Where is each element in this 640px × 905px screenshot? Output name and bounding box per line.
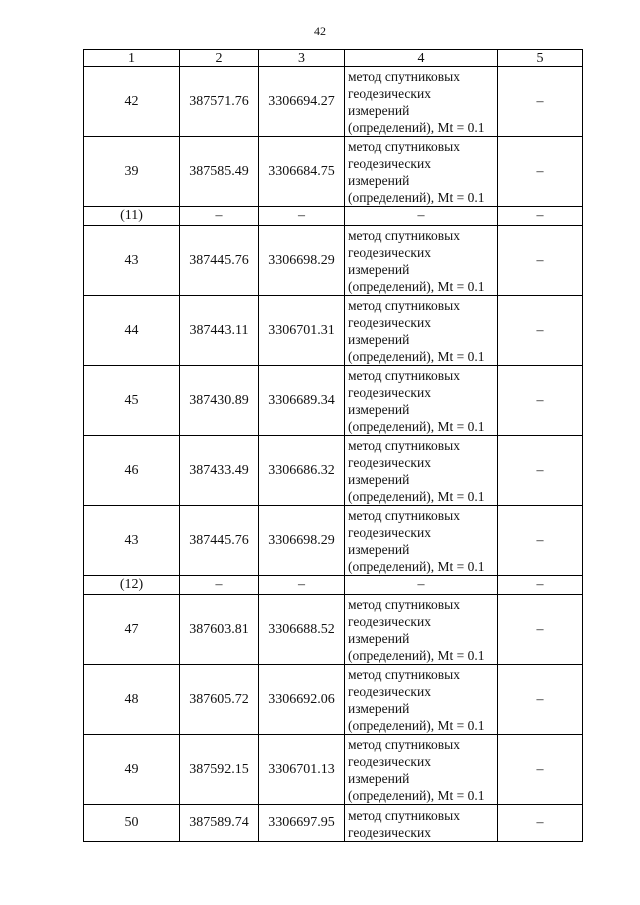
table-row [84, 137, 583, 207]
note-cell: – [498, 595, 583, 665]
y-coordinate-cell: 3306694.27 [259, 67, 345, 137]
point-number-cell: 42 [84, 67, 180, 137]
y-coordinate-cell: 3306697.95 [259, 805, 345, 842]
method-cell: метод спутниковых геодезических измерений (определений), Mt = 0.1 [345, 595, 498, 665]
note-cell: – [498, 207, 583, 226]
method-cell: – [345, 576, 498, 595]
x-coordinate-cell: 387445.76 [180, 506, 259, 576]
method-cell: метод спутниковых геодезических измерений (определений), Mt = 0.1 [345, 296, 498, 366]
point-number-cell: 39 [84, 137, 180, 207]
point-number-cell: (11) [84, 207, 180, 226]
table-row [84, 665, 583, 735]
header-cell-2: 2 [180, 50, 259, 67]
note-cell: – [498, 665, 583, 735]
method-cell: метод спутниковых геодезических измерений (определений), Mt = 0.1 [345, 506, 498, 576]
point-number-cell: 48 [84, 665, 180, 735]
x-coordinate-cell: 387443.11 [180, 296, 259, 366]
note-cell: – [498, 296, 583, 366]
note-cell: – [498, 436, 583, 506]
coordinates-table [83, 49, 583, 842]
note-cell: – [498, 366, 583, 436]
header-cell-5: 5 [498, 50, 583, 67]
point-number-cell: 50 [84, 805, 180, 842]
method-cell: метод спутниковых геодезических измерений (определений), Mt = 0.1 [345, 137, 498, 207]
table-row [84, 735, 583, 805]
x-coordinate-cell: 387430.89 [180, 366, 259, 436]
header-row [84, 50, 583, 67]
y-coordinate-cell: 3306692.06 [259, 665, 345, 735]
header-cell-1: 1 [84, 50, 180, 67]
x-coordinate-cell: 387585.49 [180, 137, 259, 207]
x-coordinate-cell: – [180, 207, 259, 226]
point-number-cell: (12) [84, 576, 180, 595]
y-coordinate-cell: 3306698.29 [259, 506, 345, 576]
method-cell: метод спутниковых геодезических измерений (определений), Mt = 0.1 [345, 665, 498, 735]
header-cell-3: 3 [259, 50, 345, 67]
y-coordinate-cell: 3306689.34 [259, 366, 345, 436]
point-number-cell: 43 [84, 506, 180, 576]
method-cell: метод спутниковых геодезических [345, 805, 498, 842]
note-cell: – [498, 226, 583, 296]
method-cell: метод спутниковых геодезических измерений (определений), Mt = 0.1 [345, 226, 498, 296]
table-row [84, 436, 583, 506]
point-number-cell: 44 [84, 296, 180, 366]
table-row [84, 226, 583, 296]
y-coordinate-cell: – [259, 576, 345, 595]
note-cell: – [498, 506, 583, 576]
y-coordinate-cell: 3306686.32 [259, 436, 345, 506]
method-cell: метод спутниковых геодезических измерений (определений), Mt = 0.1 [345, 366, 498, 436]
table-row [84, 506, 583, 576]
point-number-cell: 45 [84, 366, 180, 436]
header-cell-4: 4 [345, 50, 498, 67]
y-coordinate-cell: 3306701.13 [259, 735, 345, 805]
section-separator-row [84, 576, 583, 595]
method-cell: метод спутниковых геодезических измерений (определений), Mt = 0.1 [345, 67, 498, 137]
point-number-cell: 47 [84, 595, 180, 665]
y-coordinate-cell: 3306688.52 [259, 595, 345, 665]
x-coordinate-cell: 387589.74 [180, 805, 259, 842]
x-coordinate-cell: 387603.81 [180, 595, 259, 665]
page-number: 42 [314, 24, 326, 38]
y-coordinate-cell: 3306698.29 [259, 226, 345, 296]
table-row [84, 296, 583, 366]
x-coordinate-cell: 387571.76 [180, 67, 259, 137]
note-cell: – [498, 137, 583, 207]
section-separator-row [84, 207, 583, 226]
method-cell: метод спутниковых геодезических измерений (определений), Mt = 0.1 [345, 735, 498, 805]
y-coordinate-cell: 3306701.31 [259, 296, 345, 366]
point-number-cell: 43 [84, 226, 180, 296]
y-coordinate-cell: – [259, 207, 345, 226]
x-coordinate-cell: 387445.76 [180, 226, 259, 296]
note-cell: – [498, 67, 583, 137]
table-row [84, 67, 583, 137]
method-cell: метод спутниковых геодезических измерений (определений), Mt = 0.1 [345, 436, 498, 506]
x-coordinate-cell: 387433.49 [180, 436, 259, 506]
note-cell: – [498, 805, 583, 842]
method-cell: – [345, 207, 498, 226]
table-row [84, 805, 583, 842]
x-coordinate-cell: 387592.15 [180, 735, 259, 805]
table-row [84, 366, 583, 436]
note-cell: – [498, 735, 583, 805]
y-coordinate-cell: 3306684.75 [259, 137, 345, 207]
x-coordinate-cell: – [180, 576, 259, 595]
note-cell: – [498, 576, 583, 595]
point-number-cell: 46 [84, 436, 180, 506]
x-coordinate-cell: 387605.72 [180, 665, 259, 735]
table-row [84, 595, 583, 665]
point-number-cell: 49 [84, 735, 180, 805]
